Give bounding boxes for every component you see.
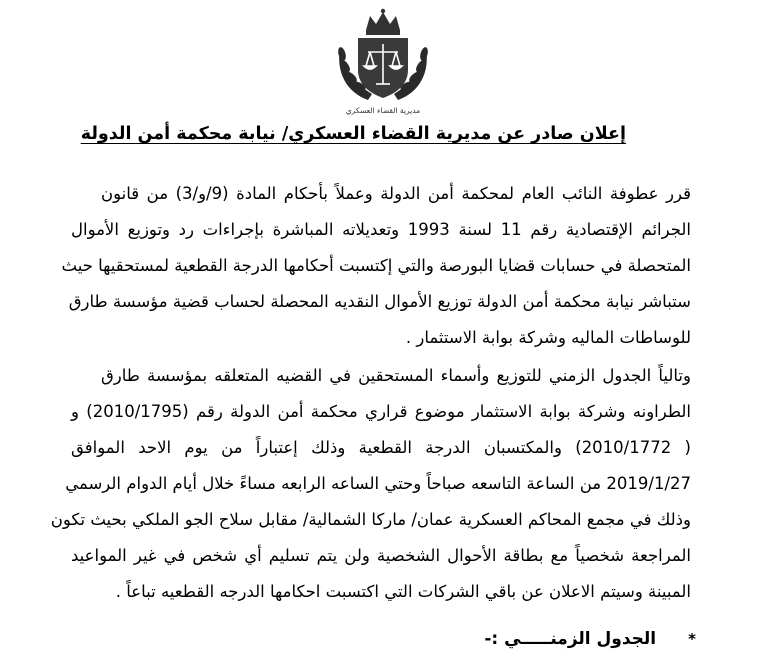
paragraph-2-line-1: وتالياً الجدول الزمني للتوزيع وأسماء المستحقين في القضيه المتعلقه بمؤسسة طارق bbox=[101, 366, 691, 385]
emblem-caption-text: مديرية القضاء العسكري bbox=[345, 106, 421, 115]
schedule-heading-row bbox=[484, 624, 696, 654]
paragraph-1-line-1: قرر عطوفة النائب العام لمحكمة أمن الدولة وعملاً بأحكام المادة (9/و/3) من قانون bbox=[101, 184, 691, 203]
bullet-star-icon: * bbox=[688, 630, 696, 648]
crown-icon bbox=[366, 9, 400, 35]
paragraph-1-line-3: المتحصلة في حسابات قضايا البورصة والتي إكتسبت أحكامها الدرجة القطعية لمستحقيها حيث bbox=[61, 256, 691, 275]
paragraph-1-line-4: ستباشر نيابة محكمة أمن الدولة توزيع الأموال النقديه المحصلة لحساب قضية مؤسسة طارق bbox=[68, 292, 691, 311]
emblem-caption bbox=[328, 100, 438, 115]
paragraph-2-line-3: ( 2010/1772) والمكتسبان الدرجة القطعية وذلك إعتباراً من يوم الاحد الموافق bbox=[71, 438, 691, 457]
paragraph-2-line-4: 2019/1/27 من الساعة التاسعه صباحاً وحتي الساعه الرابعه مساءً خلال أيام الدوام الرسمي bbox=[65, 474, 691, 493]
paragraph-2-line-7: المبينة وسيتم الاعلان عن باقي الشركات التي اكتسبت احكامها الدرجه القطعيه تباعاً . bbox=[115, 582, 691, 601]
paragraph-2-line-2: الطراونه وشركة بوابة الاستثمار موضوع قراري محكمة أمن الدولة رقم (2010/1795) و bbox=[71, 402, 692, 421]
paragraph-1-line-5: للوساطات الماليه وشركة بوابة الاستثمار . bbox=[405, 328, 691, 347]
military-judiciary-emblem bbox=[328, 8, 438, 110]
schedule-heading: الجدول الزمنـــــي :- bbox=[484, 629, 657, 649]
paragraph-1-line-2: الجرائم الإقتصادية رقم 11 لسنة 1993 وتعديلاته المباشرة بإجراءات رد وتوزيع الأموال bbox=[71, 220, 692, 239]
paragraph-2-line-5: وذلك في مجمع المحاكم العسكرية عمان/ ماركا الشمالية/ مقابل سلاح الجو الملكي بحيث تكون bbox=[50, 510, 691, 529]
notice-title: إعلان صادر عن مديرية القضاء العسكري/ نيابة محكمة أمن الدولة bbox=[80, 124, 626, 144]
paragraph-2-line-6: المراجعة شخصياً مع بطاقة الأحوال الشخصية ولن يتم تسليم أي شخص في غير المواعيد bbox=[71, 546, 691, 565]
